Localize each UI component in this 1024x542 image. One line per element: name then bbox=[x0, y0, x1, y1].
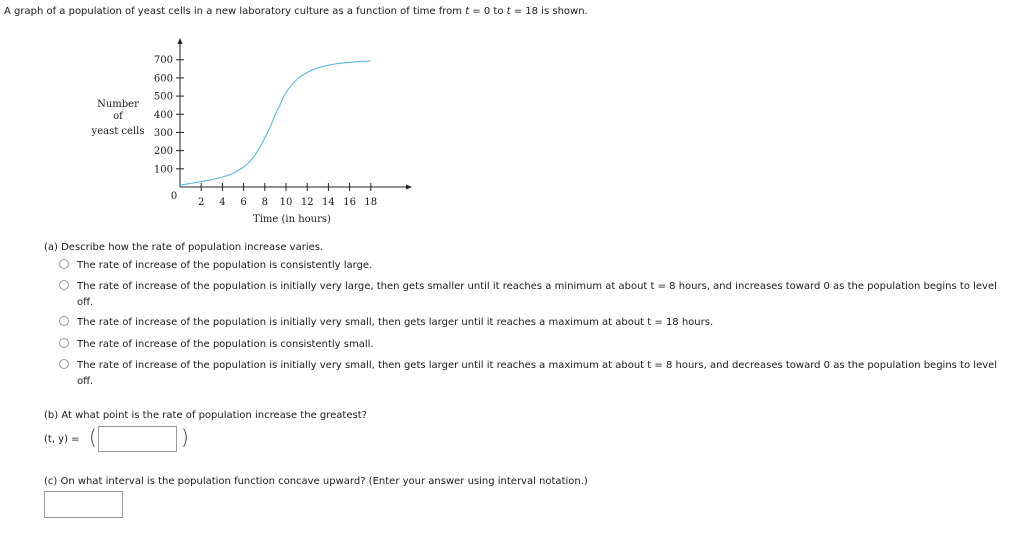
y-tick-label: 700 bbox=[153, 55, 173, 67]
axes bbox=[171, 38, 412, 202]
x-tick-label: 12 bbox=[300, 197, 314, 208]
option-radio[interactable] bbox=[59, 280, 69, 290]
y-tick-label: 200 bbox=[153, 146, 173, 158]
x-tick-label: 8 bbox=[261, 197, 268, 208]
y-tick-label: 600 bbox=[153, 73, 173, 85]
intro-prefix: A graph of a population of yeast cells in a new laboratory culture as a function of time from bbox=[4, 6, 466, 17]
intro-t-var: t bbox=[465, 6, 470, 17]
point-label-text: (t, y) = bbox=[44, 434, 80, 445]
x-tick-label: 18 bbox=[364, 197, 378, 208]
x-tick-label: 14 bbox=[322, 197, 335, 208]
option-radio[interactable] bbox=[59, 259, 69, 269]
intro-eq2: = 18 is shown. bbox=[510, 6, 588, 17]
option-radio[interactable] bbox=[59, 338, 69, 348]
population-curve bbox=[180, 61, 371, 185]
y-axis-arrow bbox=[178, 38, 183, 44]
y-tick-label: 500 bbox=[153, 91, 173, 103]
option-text: The rate of increase of the population is initially very large, then gets smaller until it reaches a minimum at about t = 8 hours, and increases toward 0 as the population begins to level off. bbox=[77, 281, 997, 308]
interval-answer-input[interactable] bbox=[44, 491, 123, 518]
point-answer-input[interactable] bbox=[98, 426, 177, 452]
y-axis-label-line: yeast cells bbox=[91, 126, 145, 137]
x-tick-label: 2 bbox=[198, 197, 205, 208]
x-tick-label: 4 bbox=[219, 197, 226, 208]
option-text: The rate of increase of the population is initially very small, then gets larger until it reaches a maximum at about t = 8 hours, and decreases toward 0 as the population begins to level off. bbox=[77, 360, 998, 387]
option-text: The rate of increase of the population is consistently small. bbox=[77, 339, 374, 350]
part-b-prompt: (b) At what point is the rate of population increase the greatest? bbox=[44, 410, 367, 421]
x-axis-arrow bbox=[406, 185, 412, 190]
y-tick-label: 300 bbox=[153, 127, 173, 139]
y-tick-label: 400 bbox=[153, 109, 173, 121]
part-a-prompt: (a) Describe how the rate of population increase varies. bbox=[44, 242, 324, 253]
option-radio[interactable] bbox=[59, 316, 69, 326]
x-tick-label: 10 bbox=[279, 197, 293, 208]
point-label bbox=[44, 434, 80, 445]
part-c-prompt: (c) On what interval is the population function concave upward? (Enter your answer using interval notation.) bbox=[44, 476, 588, 487]
origin-label: 0 bbox=[170, 191, 178, 202]
y-axis-label bbox=[91, 99, 145, 137]
question-intro bbox=[4, 6, 588, 17]
y-axis-label-line: Number bbox=[97, 99, 139, 110]
y-axis-label-line: of bbox=[113, 111, 123, 122]
option-text: The rate of increase of the population is consistently large. bbox=[77, 260, 373, 271]
intro-t-var-2: t bbox=[506, 6, 511, 17]
x-axis-label: Time (in hours) bbox=[253, 214, 331, 225]
x-tick-label: 6 bbox=[240, 197, 247, 208]
y-tick-label: 100 bbox=[153, 164, 173, 176]
option-radio[interactable] bbox=[59, 359, 69, 369]
y-ticks bbox=[154, 55, 184, 175]
x-tick-label: 16 bbox=[343, 197, 356, 208]
population-graph bbox=[0, 30, 430, 230]
intro-eq1: = 0 to bbox=[469, 6, 507, 17]
population-series-line bbox=[180, 61, 371, 185]
close-paren: ) bbox=[181, 425, 189, 449]
open-paren: ( bbox=[89, 425, 97, 449]
option-text: The rate of increase of the population is initially very small, then gets larger until it reaches a maximum at about t = 18 hours. bbox=[77, 317, 714, 328]
